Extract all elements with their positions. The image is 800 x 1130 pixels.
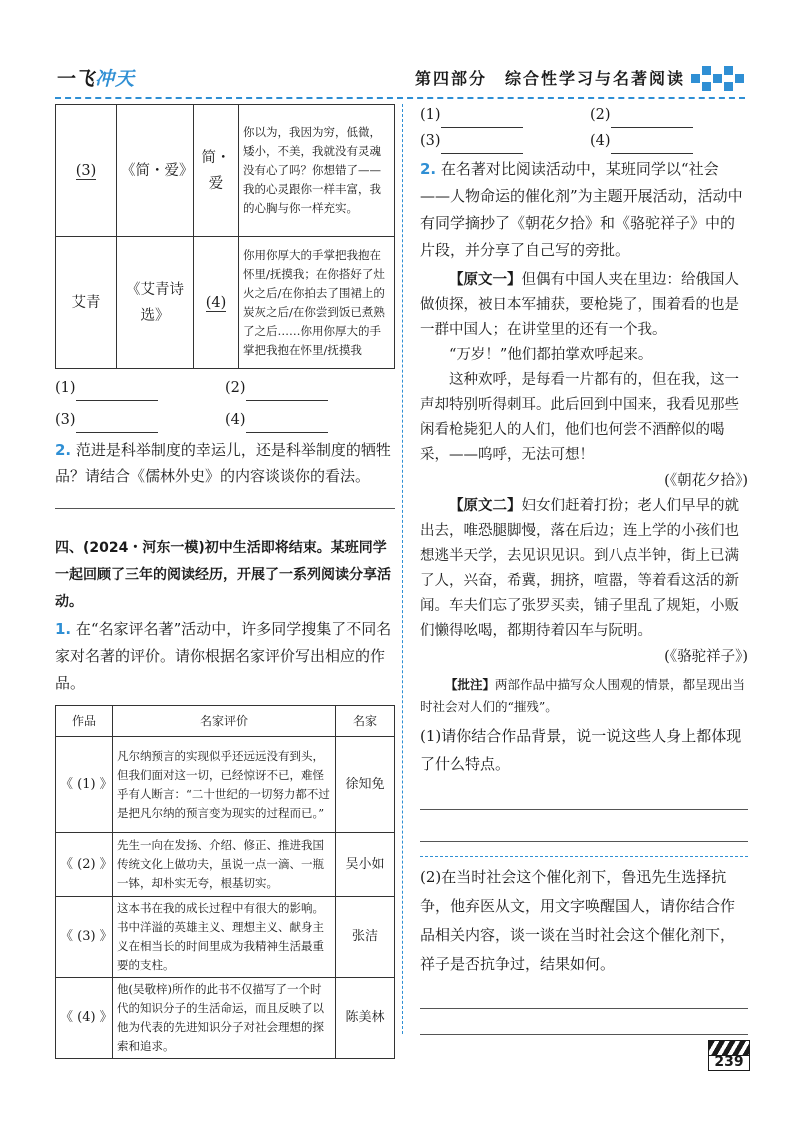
table-cell: 《简・爱》 bbox=[117, 105, 194, 237]
author-table bbox=[55, 104, 395, 369]
work-blank: 《 (1) 》 bbox=[56, 737, 113, 833]
answer-line[interactable] bbox=[420, 840, 748, 842]
answer-blank[interactable] bbox=[76, 384, 158, 401]
sub-question-2: (2)在当时社会这个催化剂下，鲁迅先生选择抗争，他弃医从文，用文字唤醒国人，请你结合作品相关内容，谈一谈在当时社会这个催化剂下，祥子是否抗争过，结果如何。 bbox=[420, 868, 736, 973]
section-title: 第四部分 综合性学习与名著阅读 bbox=[414, 69, 685, 88]
answer-blank[interactable] bbox=[246, 384, 328, 401]
blank-label: (1) bbox=[420, 107, 441, 123]
page-header bbox=[55, 62, 745, 96]
question-2 bbox=[55, 437, 395, 489]
question-text: 范进是科举制度的幸运儿，还是科举制度的牺牲品？请结合《儒林外史》的内容谈谈你的看法。 bbox=[55, 441, 391, 485]
passage-source: (《骆驼祥子》) bbox=[664, 649, 748, 665]
page-number-badge bbox=[708, 1040, 748, 1076]
work-blank: 《 (4) 》 bbox=[56, 978, 113, 1059]
answer-blanks bbox=[420, 128, 748, 154]
blank-label: (3) bbox=[420, 133, 441, 149]
comment-cell: 凡尔纳预言的实现似乎还远远没有到头，但我们面对这一切，已经惊讶不已，难怪乎有人断言：“二十世纪的一切努力都不过是把凡尔纳的预言变为现实的过程而已。” bbox=[113, 737, 336, 833]
passage-text: 这种欢呼，是每看一片都有的，但在我，这一声却特别听得刺耳。此后回到中国来，我看见那些闲看枪毙犯人的人们，他们也何尝不酒醉似的喝采，——呜呼，无法可想！ bbox=[420, 372, 739, 463]
blank-label: (2) bbox=[590, 107, 611, 123]
answer-blank[interactable] bbox=[611, 111, 693, 128]
decorative-squares-icon bbox=[691, 66, 745, 92]
question-text: 在名著对比阅读活动中，某班同学以“社会——人物命运的催化剂”为主题开展活动，活动中有同学摘抄了《朝花夕拾》和《骆驼祥子》中的片段，并分享了自己写的旁批。 bbox=[420, 160, 743, 259]
answer-line[interactable] bbox=[420, 1033, 748, 1035]
section-4-heading: 四、(2024・河东一模)初中生活即将结束。某班同学一起回顾了三年的阅读经历，开展了一系列阅读分享活动。 bbox=[55, 540, 391, 610]
comment-cell: 他(吴敬梓)所作的此书不仅描写了一个时代的知识分子的生活命运，而且反映了以他为代表的先进知识分子对社会理想的探索和追求。 bbox=[113, 978, 336, 1059]
critic-cell: 张洁 bbox=[336, 897, 395, 978]
original-text-1 bbox=[420, 268, 748, 343]
passage-text: “万岁！”他们都拍掌欢呼起来。 bbox=[449, 347, 653, 363]
blank-cell: (4) bbox=[205, 294, 227, 311]
table-cell: 简・爱 bbox=[194, 105, 239, 237]
passage-text: 但偶有中国人夹在里边：给俄国人做侦探，被日本军捕获，要枪毙了，围着看的也是一群中国人；在讲堂里的还有一个我。 bbox=[420, 272, 739, 338]
column-divider bbox=[402, 104, 403, 1034]
critic-cell: 徐知免 bbox=[336, 737, 395, 833]
answer-blanks bbox=[55, 375, 395, 401]
brand-suffix: 冲天 bbox=[95, 68, 136, 90]
answer-line[interactable] bbox=[420, 1007, 748, 1009]
quote-cell: 你用你厚大的手掌把我抱在怀里/抚摸我；在你搭好了灶火之后/在你拍去了围裙上的炭灰之后/在你尝到饭已煮熟了之后……你用你厚大的手掌把我抱在怀里/抚摸我 bbox=[239, 237, 395, 369]
table-row bbox=[56, 897, 395, 978]
column-header: 名家评价 bbox=[113, 706, 336, 737]
answer-blanks bbox=[55, 407, 395, 433]
passage-source: (《朝花夕拾》) bbox=[664, 473, 748, 489]
brand-logo bbox=[55, 64, 135, 91]
question-number: 2. bbox=[55, 441, 72, 459]
answer-blank[interactable] bbox=[441, 137, 523, 154]
answer-blank[interactable] bbox=[246, 416, 328, 433]
question-2-right bbox=[420, 156, 748, 264]
passage-label: 【原文二】 bbox=[449, 498, 522, 514]
comment-cell: 这本书在我的成长过程中有很大的影响。书中洋溢的英雄主义、理想主义、献身主义在相当长的时间里成为我精神生活最重要的支柱。 bbox=[113, 897, 336, 978]
critic-cell: 陈美林 bbox=[336, 978, 395, 1059]
work-blank: 《 (3) 》 bbox=[56, 897, 113, 978]
column-header: 名家 bbox=[336, 706, 395, 737]
annotation-text: 两部作品中描写众人围观的情景，都呈现出当时社会对人们的“摧残”。 bbox=[420, 677, 746, 714]
table-row bbox=[56, 237, 395, 369]
comment-cell: 先生一向在发扬、介绍、修正、推进我国传统文化上做功夫，虽说一点一滴、一瓶一钵，却朴实无夸，根基切实。 bbox=[113, 833, 336, 897]
dashed-separator bbox=[420, 856, 748, 857]
blank-label: (2) bbox=[225, 380, 246, 396]
table-cell: 艾青 bbox=[56, 237, 117, 369]
right-column bbox=[420, 102, 748, 1035]
blank-label: (1) bbox=[55, 380, 76, 396]
work-blank: 《 (2) 》 bbox=[56, 833, 113, 897]
answer-blanks bbox=[420, 102, 748, 128]
table-row bbox=[56, 737, 395, 833]
left-column bbox=[55, 104, 395, 1059]
question-1 bbox=[55, 616, 395, 697]
question-number: 1. bbox=[55, 620, 72, 638]
quote-cell: 你以为，我因为穷，低微，矮小，不美，我就没有灵魂没有心了吗？你想错了——我的心灵跟你一样丰富，我的心胸与你一样充实。 bbox=[239, 105, 395, 237]
annotation-label: 【批注】 bbox=[445, 677, 496, 692]
answer-blank[interactable] bbox=[76, 416, 158, 433]
answer-line[interactable] bbox=[55, 507, 395, 509]
answer-blank[interactable] bbox=[611, 137, 693, 154]
blank-cell: (3) bbox=[75, 162, 97, 179]
table-row bbox=[56, 978, 395, 1059]
column-header: 作品 bbox=[56, 706, 113, 737]
annotation bbox=[420, 674, 748, 718]
table-cell: 《艾青诗选》 bbox=[117, 237, 194, 369]
question-text: 在“名家评名著”活动中，许多同学搜集了不同名家对名著的评价。请你根据名家评价写出相应的作品。 bbox=[55, 620, 392, 692]
blank-label: (4) bbox=[590, 133, 611, 149]
brand-prefix: 一飞 bbox=[55, 68, 96, 90]
sub-question-1: (1)请你结合作品背景，说一说这些人身上都体现了什么特点。 bbox=[420, 727, 742, 773]
page-number: 239 bbox=[708, 1054, 750, 1071]
passage-label: 【原文一】 bbox=[449, 272, 522, 288]
table-header-row bbox=[56, 706, 395, 737]
critic-table bbox=[55, 705, 395, 1059]
answer-line[interactable] bbox=[420, 808, 748, 810]
blank-label: (4) bbox=[225, 412, 246, 428]
table-row bbox=[56, 833, 395, 897]
critic-cell: 吴小如 bbox=[336, 833, 395, 897]
original-text-2 bbox=[420, 494, 748, 644]
blank-label: (3) bbox=[55, 412, 76, 428]
header-rule bbox=[55, 97, 745, 99]
passage-text: 妇女们赶着打扮；老人们早早的就出去，唯恐腿脚慢，落在后边；连上学的小孩们也想逃半天学，去见识见识。到八点半钟，街上已满了人，兴奋，希冀，拥挤，喧嚣，等着看这活的新闻。车夫们忘了张罗买卖，铺子里乱了规矩，小贩们懒得吆喝，都期待着囚车与阮明。 bbox=[420, 498, 739, 639]
question-number: 2. bbox=[420, 160, 437, 178]
answer-blank[interactable] bbox=[441, 111, 523, 128]
table-row bbox=[56, 105, 395, 237]
